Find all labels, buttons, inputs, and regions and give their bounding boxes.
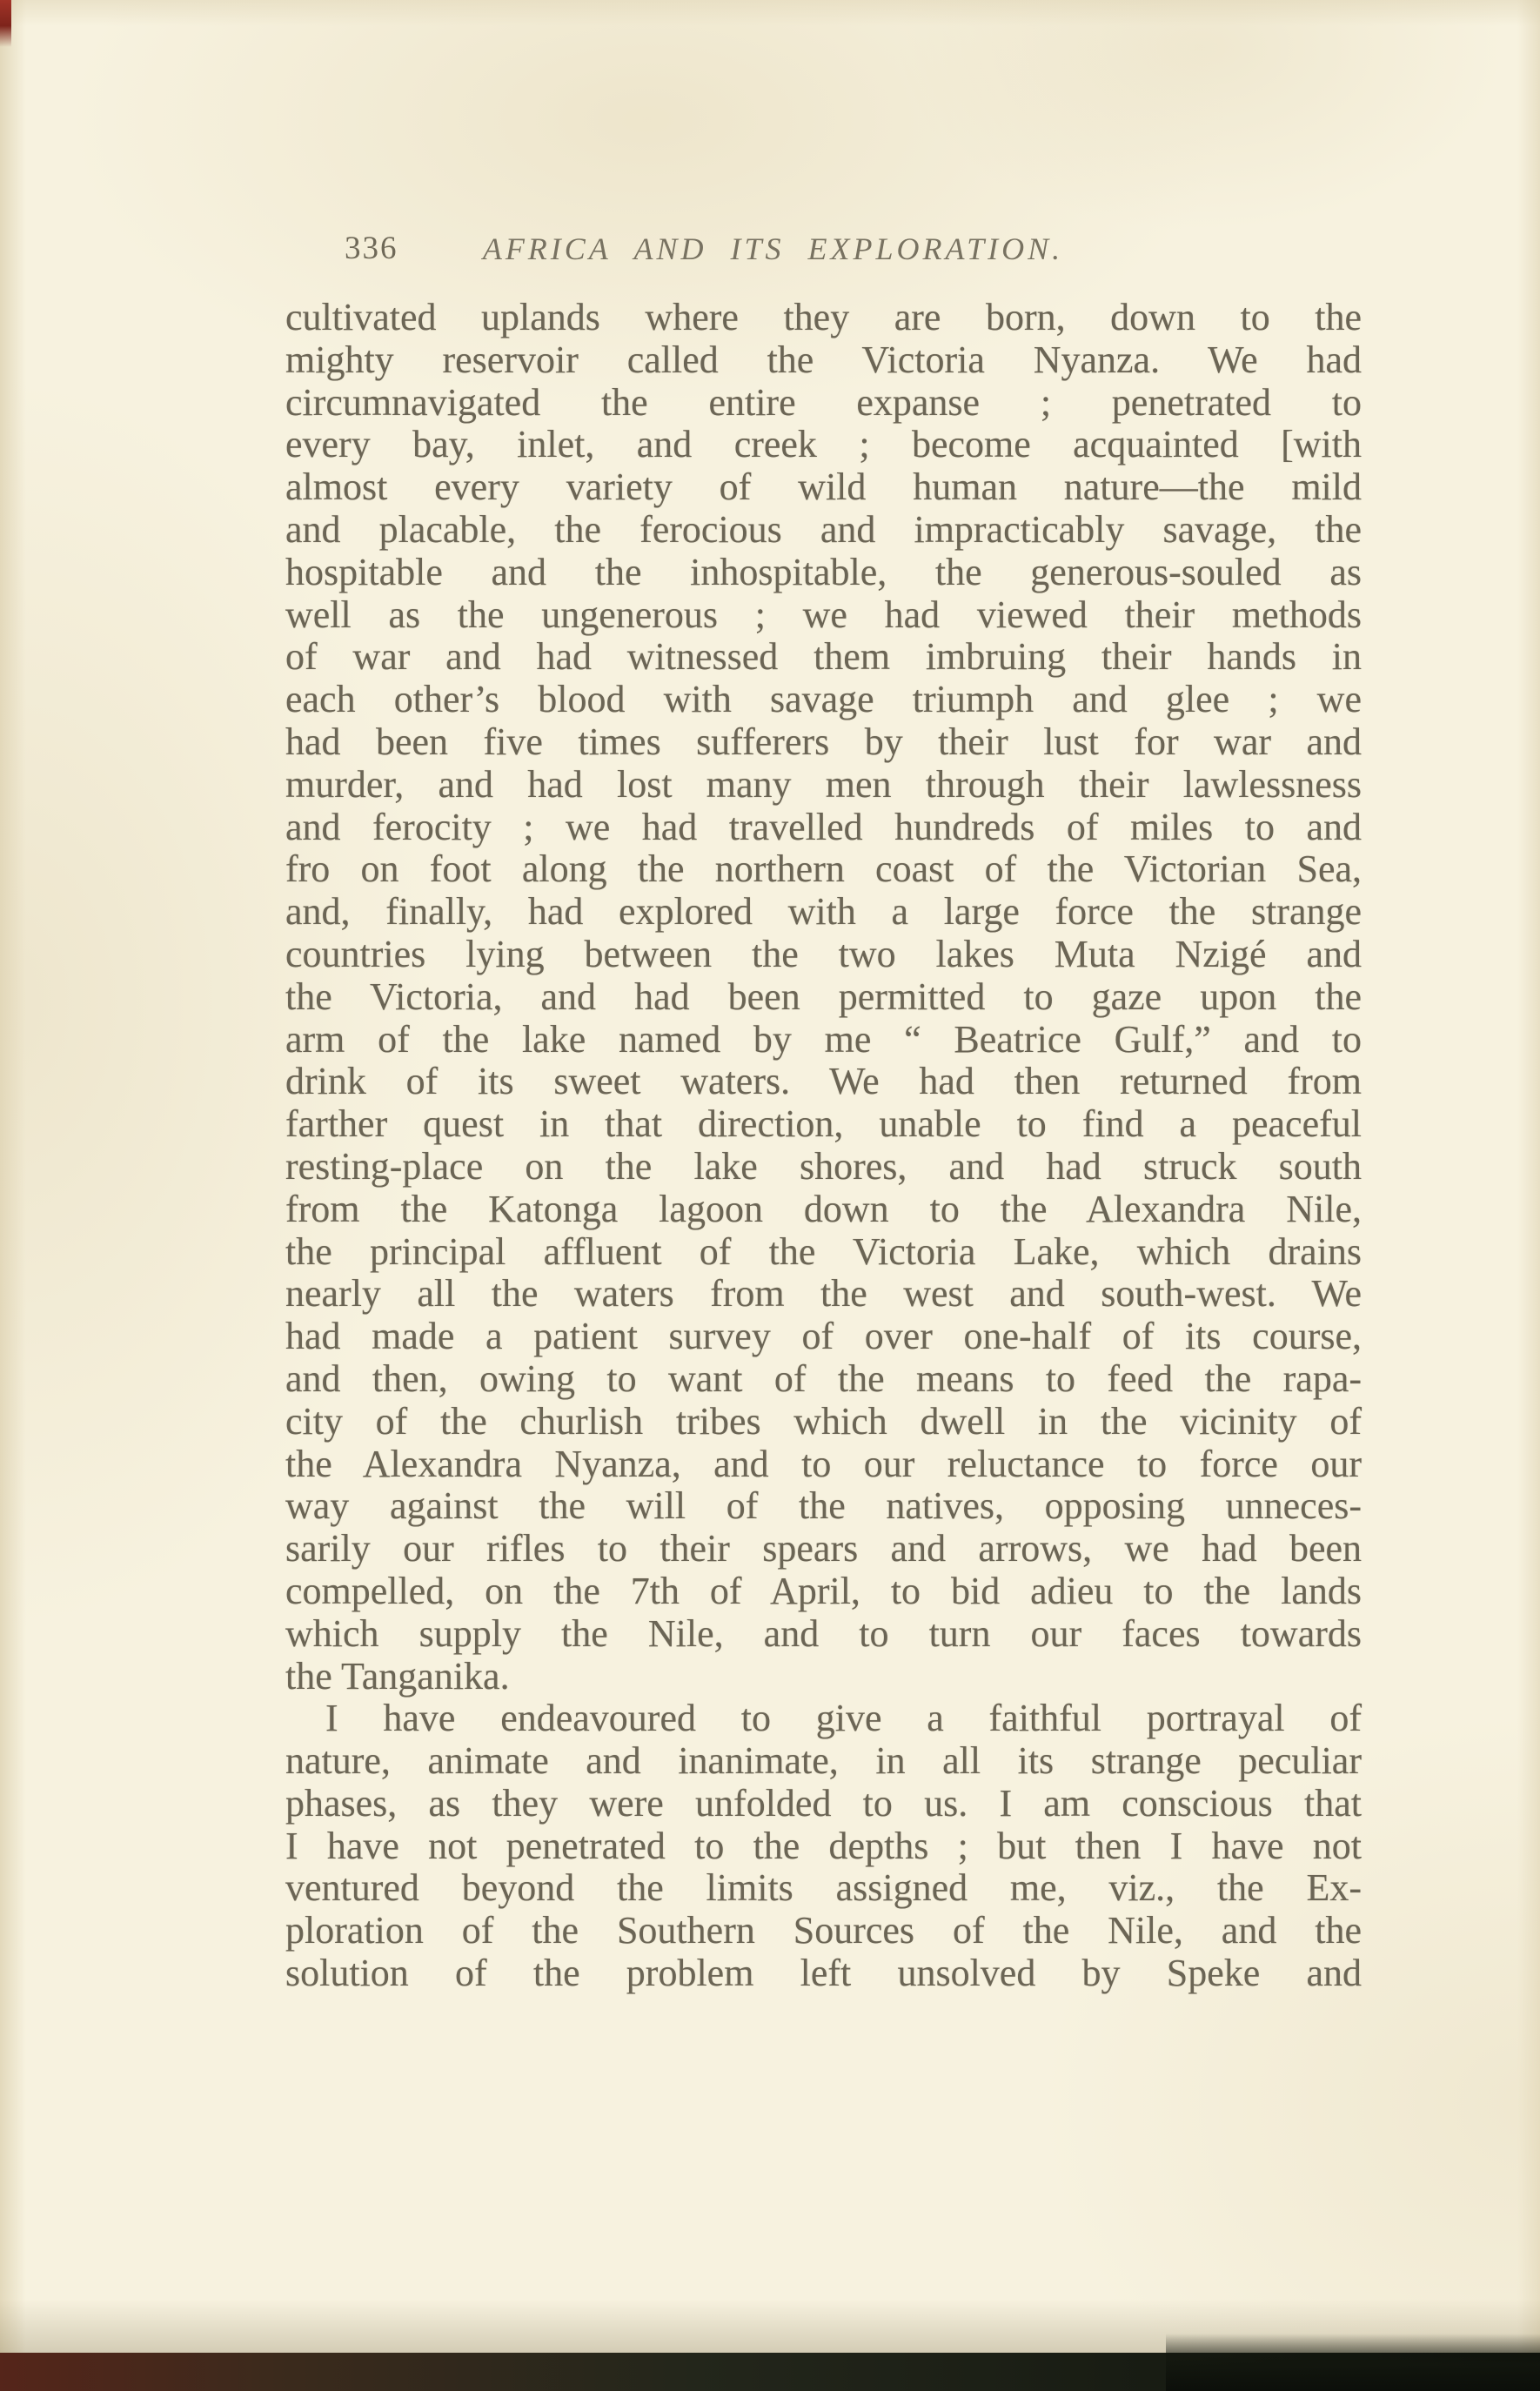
text-line: which supply the Nile, and to turn our faces towards <box>285 1611 1362 1655</box>
text-line: cultivated uplands where they are born, down to the <box>285 296 1362 338</box>
text-line: and then, owing to want of the means to feed the rapa- <box>285 1356 1362 1400</box>
text-line: I have endeavoured to give a faithful portrayal of <box>325 1697 1362 1740</box>
text-line: arm of the lake named by me “ Beatrice Gulf,” and to <box>285 1017 1362 1061</box>
text-line: compelled, on the 7th of April, to bid adieu to the lands <box>285 1569 1362 1612</box>
page-number: 336 <box>345 231 398 266</box>
text-line: nature, animate and inanimate, in all its strange peculiar <box>285 1739 1362 1783</box>
text-line: city of the churlish tribes which dwell in the vicinity of <box>285 1399 1362 1443</box>
text-line: resting-place on the lake shores, and had struck south <box>285 1144 1362 1188</box>
text-line: phases, as they were unfolded to us. I am conscious that <box>285 1781 1362 1825</box>
text-line: ploration of the Southern Sources of the Nile, and the <box>285 1909 1362 1952</box>
text-line: had been five times sufferers by their lust for war and <box>285 720 1362 763</box>
text-line: the principal affluent of the Victoria Lake, which drains <box>285 1229 1362 1273</box>
text-line: farther quest in that direction, unable to find a peaceful <box>285 1102 1362 1146</box>
text-line: the Victoria, and had been permitted to gaze upon the <box>285 974 1362 1018</box>
book-cover-edge-top-left <box>0 0 11 47</box>
text-line: ventured beyond the limits assigned me, viz., the Ex- <box>285 1866 1362 1910</box>
text-line: and ferocity ; we had travelled hundreds of miles to and <box>285 805 1362 848</box>
text-line: sarily our rifles to their spears and arrows, we had been <box>285 1527 1362 1571</box>
text-line: nearly all the waters from the west and south-west. We <box>285 1272 1362 1316</box>
page-header <box>285 226 1362 273</box>
book-edge-bottom-right <box>1166 2334 1540 2391</box>
text-line: and placable, the ferocious and impracticably savage, the <box>285 507 1362 551</box>
text-line: way against the will of the natives, opposing unneces- <box>285 1484 1362 1528</box>
text-line: hospitable and the inhospitable, the generous-souled as <box>285 550 1362 593</box>
text-line: each other’s blood with savage triumph and glee ; we <box>285 678 1362 721</box>
text-line: the Tanganika. <box>285 1654 510 1698</box>
text-line: mighty reservoir called the Victoria Nyanza. We had <box>285 338 1362 381</box>
text-line: every bay, inlet, and creek ; become acquainted [with <box>285 423 1362 466</box>
text-line: murder, and had lost many men through their lawlessness <box>285 762 1362 806</box>
body-text <box>285 297 1362 1995</box>
text-line: I have not penetrated to the depths ; but then I have not <box>285 1824 1362 1867</box>
text-line: had made a patient survey of over one-half of its course, <box>285 1315 1362 1358</box>
running-title: AFRICA AND ITS EXPLORATION. <box>482 231 1064 266</box>
text-line: solution of the problem left unsolved by Speke and <box>285 1952 1362 1995</box>
text-line: fro on foot along the northern coast of the Victorian Sea, <box>285 847 1362 891</box>
text-line: almost every variety of wild human nature—the mild <box>285 465 1362 509</box>
text-line: of war and had witnessed them imbruing their hands in <box>285 635 1362 679</box>
text-line: and, finally, had explored with a large force the strange <box>285 890 1362 934</box>
text-line: circumnavigated the entire expanse ; penetrated to <box>285 380 1362 424</box>
text-line: countries lying between the two lakes Muta Nzigé and <box>285 932 1362 975</box>
text-line: well as the ungenerous ; we had viewed their methods <box>285 593 1362 636</box>
text-line: drink of its sweet waters. We had then returned from <box>285 1060 1362 1103</box>
text-line: from the Katonga lagoon down to the Alexandra Nile, <box>285 1187 1362 1230</box>
text-line: the Alexandra Nyanza, and to our reluctance to force our <box>285 1442 1362 1485</box>
